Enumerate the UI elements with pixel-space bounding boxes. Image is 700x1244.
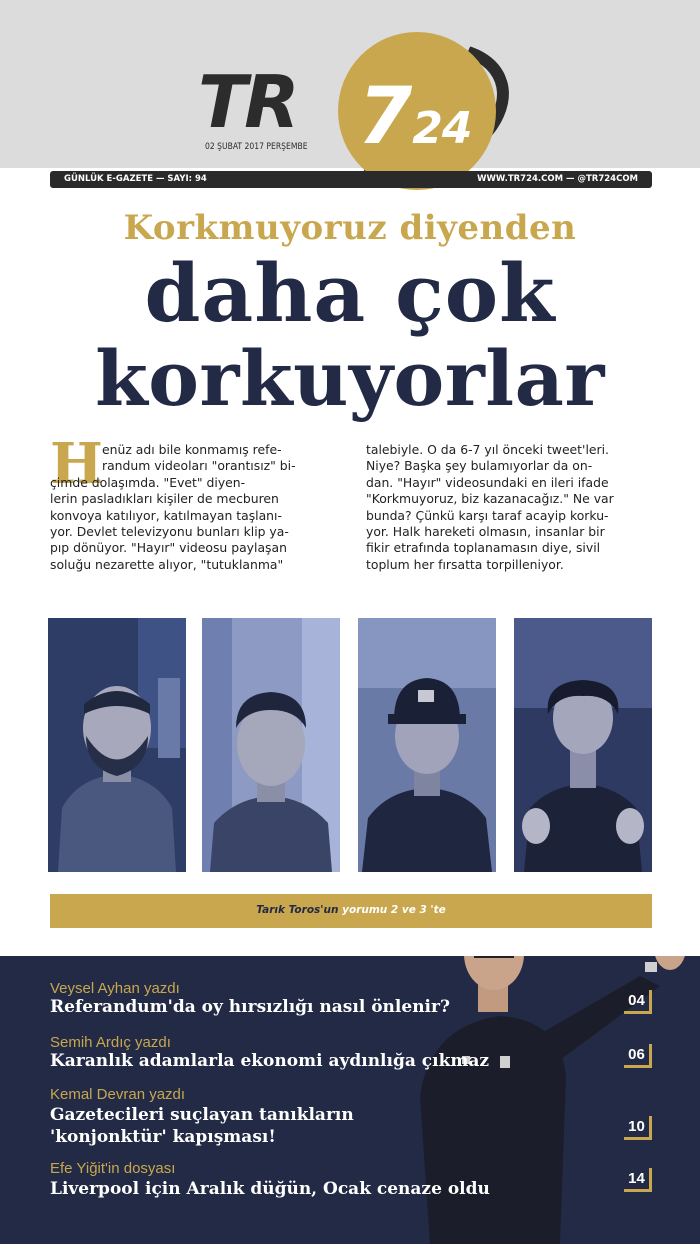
- page-number[interactable]: 10: [624, 1116, 652, 1140]
- text-line: "Korkmuyoruz, biz kazanacağız." Ne var: [366, 491, 614, 507]
- photo-4: [514, 618, 652, 872]
- text-line: Niye? Başka şey bulamıyorlar da on-: [366, 458, 593, 474]
- text-line: enüz adı bile konmamış refe-: [102, 442, 282, 457]
- page-number[interactable]: 14: [624, 1168, 652, 1192]
- headline-kicker: Korkmuyoruz diyenden: [123, 208, 577, 248]
- logo-724-text: [358, 72, 472, 162]
- info-bar: [50, 171, 652, 188]
- teaser-title[interactable]: Karanlık adamlarla ekonomi aydınlığa çıkmaz: [50, 1051, 490, 1071]
- photo-1: [48, 618, 186, 872]
- banner-author: Tarık Toros'un: [256, 904, 339, 916]
- text-line: fikir etrafında toplanamasın diye, sivil: [366, 540, 601, 556]
- text-line: soluğu nezarette alıyor, "tutuklanma": [50, 556, 284, 572]
- page-number[interactable]: 06: [624, 1044, 652, 1068]
- headline-line-1: daha çok: [144, 246, 556, 340]
- site-links[interactable]: WWW.TR724.COM — @TR724COM: [477, 174, 638, 184]
- text-line: dan. "Hayır" videosundaki en ileri ifade: [366, 474, 609, 490]
- photo-2: [202, 618, 340, 872]
- text-line: pıp dönüyor. "Hayır" videosu paylaşan: [50, 540, 287, 556]
- text-line: çimde dolaşımda. "Evet" diyen-: [50, 474, 246, 490]
- text-line: bunda? Çünkü karşı taraf acayip korku-: [366, 507, 609, 523]
- issue-date: 02 ŞUBAT 2017 PERŞEMBE: [205, 142, 308, 152]
- teaser-title[interactable]: Gazetecileri suçlayan tanıkların: [50, 1105, 354, 1125]
- teaser-author: Semih Ardıç yazdı: [50, 1034, 171, 1051]
- commentary-banner[interactable]: [50, 894, 652, 928]
- text-line: randum videoları "orantısız" bi-: [102, 458, 296, 474]
- teasers-section: [0, 956, 700, 1244]
- teaser-title[interactable]: 'konjonktür' kapışması!: [50, 1127, 276, 1147]
- teaser-author: Kemal Devran yazdı: [50, 1086, 186, 1103]
- logo-24: 24: [412, 103, 472, 154]
- article-column-right: [366, 442, 652, 573]
- banner-pages: yorumu 2 ve 3 'te: [338, 904, 446, 916]
- edition-info: GÜNLÜK E-GAZETE — SAYI: 94: [64, 174, 207, 184]
- article-column-left: [50, 431, 342, 573]
- text-line: yor. Devlet televizyonu bunları klip ya-: [50, 523, 289, 539]
- teaser-title[interactable]: Liverpool için Aralık düğün, Ocak cenaze oldu: [50, 1179, 490, 1199]
- text-line: talebiyle. O da 6-7 yıl önceki tweet'leri.: [366, 442, 609, 457]
- drop-cap: H: [50, 431, 103, 497]
- text-line: yor. Halk hareketi olmasın, insanlar bir: [366, 523, 605, 539]
- teaser-author: Efe Yiğit'in dosyası: [50, 1160, 176, 1177]
- logo-tr-text: TR: [198, 60, 297, 144]
- masthead: [0, 0, 700, 168]
- logo-7: 7: [358, 72, 413, 162]
- text-line: toplum her fırsatta torpilleniyor.: [366, 556, 564, 572]
- headline-line-2: korkuyorlar: [95, 334, 605, 423]
- teaser-title[interactable]: Referandum'da oy hırsızlığı nasıl önlenir?: [50, 997, 450, 1017]
- text-line: konvoya katılıyor, katılmayan taşlanı-: [50, 507, 282, 523]
- teaser-author: Veysel Ayhan yazdı: [50, 980, 180, 997]
- page-number[interactable]: 04: [624, 990, 652, 1014]
- photo-3: [358, 618, 496, 872]
- text-line: lerin pasladıkları kişiler de mecburen: [50, 491, 279, 507]
